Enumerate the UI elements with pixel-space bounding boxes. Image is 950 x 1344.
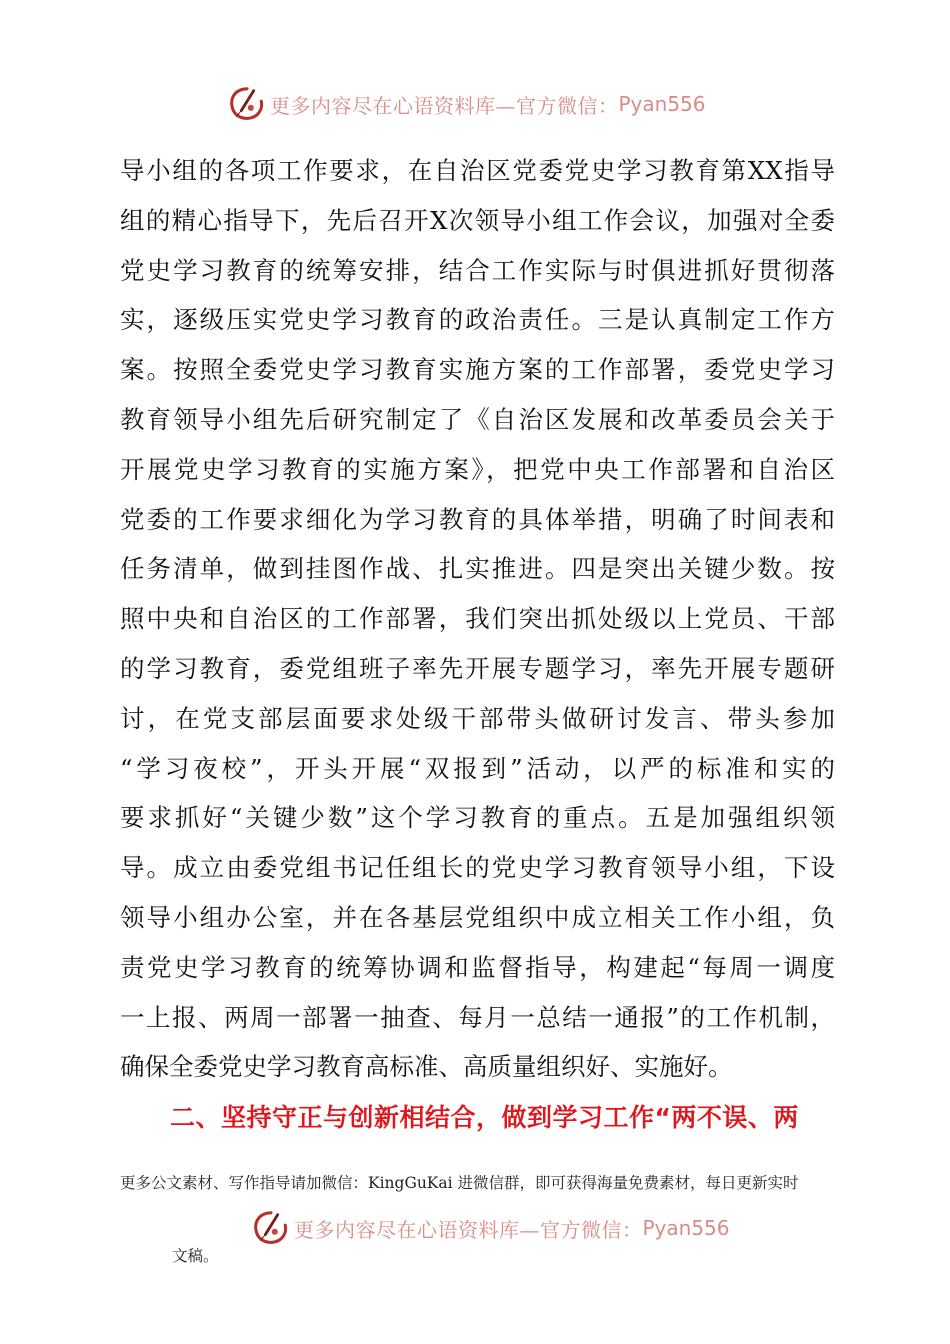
paragraph-line: 开展党史学习教育的实施方案》，把党中央工作部署和自治区 [120, 454, 835, 484]
paragraph-line: 组的精心指导下，先后召开X次领导小组工作会议，加强对全委 [120, 205, 835, 235]
paragraph-line: 要求抓好“关键少数”这个学习教育的重点。五是加强组织领 [120, 803, 835, 833]
brush-circle-logo-icon [228, 85, 266, 123]
brush-circle-logo-icon [252, 1209, 290, 1247]
paragraph-line: 案。按照全委党史学习教育实施方案的工作部署，委党史学习 [120, 355, 835, 385]
section-heading: 二、坚持守正与创新相结合，做到学习工作“两不误、两 [170, 1103, 799, 1132]
paragraph-line: 讨，在党支部层面要求处级干部带头做研讨发言、带头参加 [120, 703, 835, 733]
paragraph-line: 导。成立由委党组书记任组长的党史学习教育领导小组，下设 [120, 853, 835, 883]
paragraph-line: 实，逐级压实党史学习教育的政治责任。三是认真制定工作方 [120, 305, 835, 335]
paragraph-line: 一上报、两周一部署一抽查、每月一总结一通报”的工作机制， [120, 1002, 835, 1032]
paragraph-line: 的学习教育，委党组班子率先开展专题学习，率先开展专题研 [120, 653, 835, 683]
paragraph-line: 领导小组办公室，并在各基层党组织中成立相关工作小组，负 [120, 902, 835, 932]
footer-note: 更多公文素材、写作指导请加微信：KingGuKai 进微信群，即可获得海量免费素材，每日更新实时 [120, 1174, 799, 1192]
paragraph-line: 党委的工作要求细化为学习教育的具体举措，明确了时间表和 [120, 504, 835, 534]
watermark-text: 更多内容尽在心语资料库—官方微信： [294, 1217, 643, 1242]
paragraph-line: 教育领导小组先后研究制定了《自治区发展和改革委员会关于 [120, 404, 835, 434]
paragraph-line: 责党史学习教育的统筹协调和监督指导，构建起“每周一调度 [120, 952, 835, 982]
paragraph-line: 任务清单，做到挂图作战、扎实推进。四是突出关键少数。按 [120, 554, 835, 584]
body-paragraph [120, 146, 835, 1092]
footer-note-continued: 文稿。 [172, 1247, 219, 1265]
paragraph-line: 照中央和自治区的工作部署，我们突出抓处级以上党员、干部 [120, 604, 835, 634]
paragraph-line: “学习夜校”，开头开展“双报到”活动，以严的标准和实的 [120, 753, 835, 783]
paragraph-line-last: 确保全委党史学习教育高标准、高质量组织好、实施好。 [120, 1052, 733, 1082]
watermark-header [228, 84, 706, 124]
watermark-text: 更多内容尽在心语资料库—官方微信： [270, 93, 619, 118]
watermark-account: Pyan556 [642, 1216, 730, 1240]
paragraph-line: 党史学习教育的统筹安排，结合工作实际与时俱进抓好贯彻落 [120, 255, 835, 285]
paragraph-line: 导小组的各项工作要求，在自治区党委党史学习教育第XX指导 [120, 156, 835, 185]
watermark-footer [252, 1208, 730, 1248]
watermark-account: Pyan556 [618, 92, 706, 116]
